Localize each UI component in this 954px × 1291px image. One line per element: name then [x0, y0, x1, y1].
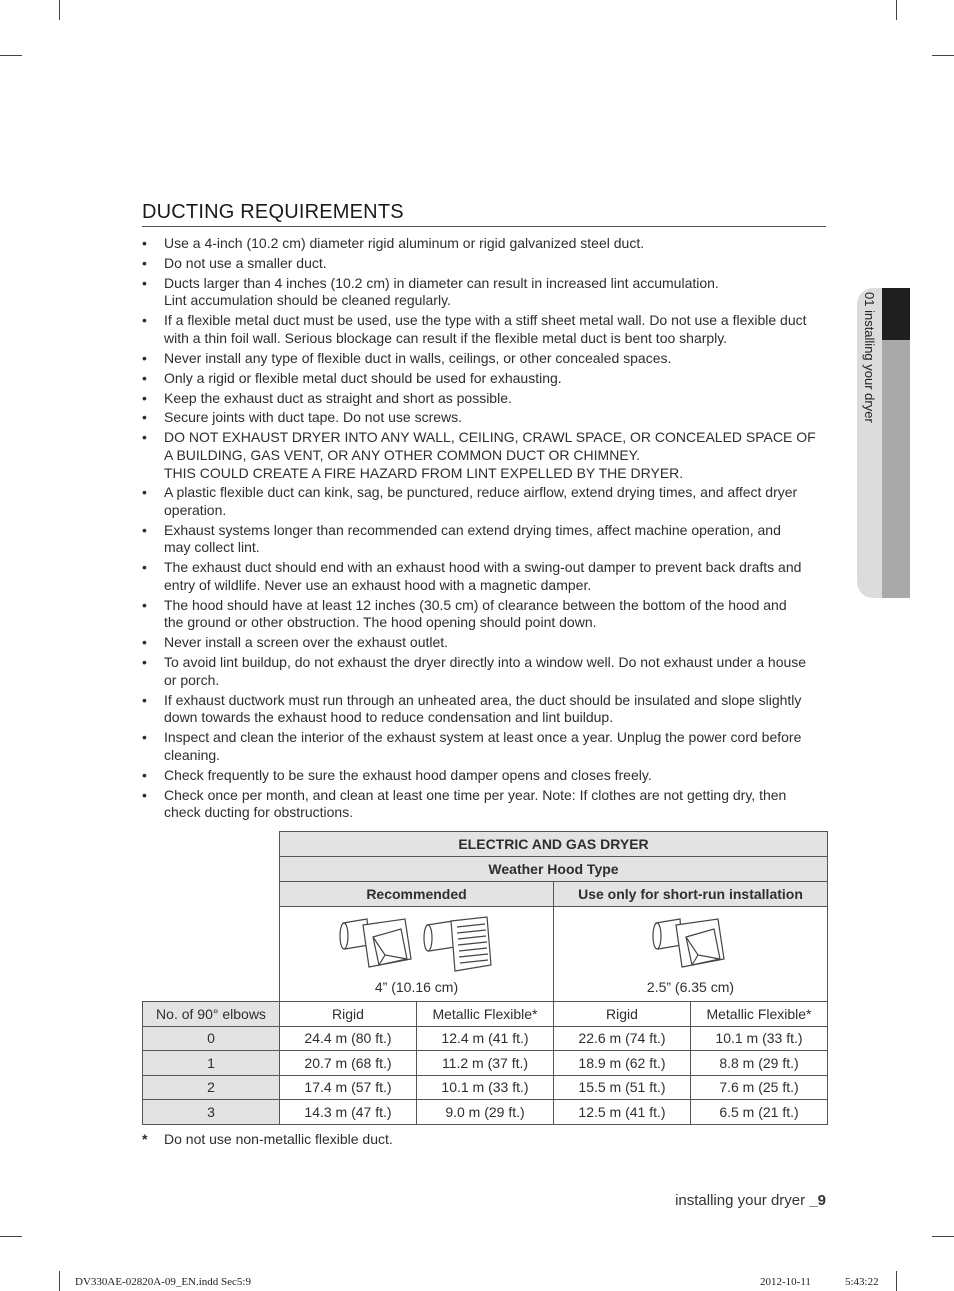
hood-with-damper-icon — [652, 915, 730, 975]
list-item — [142, 559, 826, 594]
list-item-text: check ducting for obstructions. — [164, 804, 354, 821]
table-cell: 6.5 m (21 ft.) — [691, 1100, 828, 1125]
table-row — [143, 1051, 828, 1076]
table-cell: 7.6 m (25 ft.) — [691, 1075, 828, 1100]
footnote-text: Do not use non-metallic flexible duct. — [164, 1131, 393, 1147]
table-cell: 20.7 m (68 ft.) — [280, 1051, 417, 1076]
crop-mark — [0, 1236, 22, 1237]
list-item — [142, 275, 826, 310]
table-header-dryer: ELECTRIC AND GAS DRYER — [280, 832, 828, 857]
list-item — [142, 350, 826, 368]
short-run-hood-illustration — [554, 907, 828, 1002]
crop-mark — [932, 1236, 954, 1237]
crop-mark — [59, 0, 60, 20]
table-cell: 22.6 m (74 ft.) — [554, 1026, 691, 1051]
bullet-dot: • — [142, 312, 147, 329]
print-slug-time: 5:43:22 — [845, 1276, 879, 1288]
list-item-text: DO NOT EXHAUST DRYER INTO ANY WALL, CEILING, CRAWL SPACE, OR CONCEALED SPACE OF — [164, 429, 816, 446]
chapter-side-tab — [857, 288, 910, 598]
requirements-list — [142, 235, 826, 822]
subheader-rigid: Rigid — [280, 1002, 417, 1027]
table-cell: 15.5 m (51 ft.) — [554, 1075, 691, 1100]
list-item-text: Use a 4-inch (10.2 cm) diameter rigid aluminum or rigid galvanized steel duct. — [164, 235, 645, 251]
bullet-dot: • — [142, 235, 147, 251]
page-footer — [675, 1192, 826, 1209]
list-item — [142, 390, 826, 408]
list-item-text: down towards the exhaust hood to reduce condensation and lint buildup. — [164, 709, 614, 726]
elbow-count: 1 — [143, 1051, 280, 1076]
bullet-dot: • — [142, 634, 147, 651]
crop-mark — [896, 0, 897, 20]
table-cell: 9.0 m (29 ft.) — [417, 1100, 554, 1125]
bullet-dot: • — [142, 429, 147, 446]
footnote-mark: * — [142, 1131, 148, 1147]
page-title: DUCTING REQUIREMENTS — [142, 200, 826, 227]
list-item-text: To avoid lint buildup, do not exhaust the dryer directly into a window well. Do not exhaust under a house — [164, 654, 807, 671]
list-item-text: Secure joints with duct tape. Do not use screws. — [164, 409, 463, 426]
list-item-text: cleaning. — [164, 746, 221, 763]
recommended-dimension: 4” (10.16 cm) — [374, 978, 459, 995]
table-header-short-run: Use only for short-run installation — [554, 882, 828, 907]
bullet-dot: • — [142, 654, 147, 671]
elbow-count: 3 — [143, 1100, 280, 1125]
list-item — [142, 729, 826, 764]
list-item — [142, 312, 826, 347]
hood-with-damper-icon — [339, 915, 417, 975]
bullet-dot: • — [142, 729, 147, 746]
list-item-text: The exhaust duct should end with an exhaust hood with a swing-out damper to prevent back drafts and — [164, 559, 802, 576]
bullet-dot: • — [142, 766, 147, 783]
short-run-dimension: 2.5” (6.35 cm) — [646, 978, 735, 995]
list-item-text: Do not use a smaller duct. — [164, 254, 327, 271]
list-item-text: Check frequently to be sure the exhaust hood damper opens and closes freely. — [164, 766, 652, 783]
recommended-hood-illustration — [280, 907, 554, 1002]
table-cell: 17.4 m (57 ft.) — [280, 1075, 417, 1100]
page-number: _9 — [809, 1192, 826, 1209]
list-item — [142, 522, 826, 557]
list-item — [142, 654, 826, 689]
table-row — [143, 1075, 828, 1100]
list-item — [142, 484, 826, 519]
table-cell: 11.2 m (37 ft.) — [417, 1051, 554, 1076]
bullet-dot: • — [142, 389, 147, 406]
table-cell: 10.1 m (33 ft.) — [417, 1075, 554, 1100]
table-cell: 8.8 m (29 ft.) — [691, 1051, 828, 1076]
bullet-dot: • — [142, 691, 147, 708]
table-footnote — [142, 1131, 393, 1147]
bullet-dot: • — [142, 409, 147, 426]
bullet-dot: • — [142, 786, 147, 803]
bullet-dot: • — [142, 349, 147, 366]
side-tab-marker — [882, 288, 910, 340]
list-item-text: THIS COULD CREATE A FIRE HAZARD FROM LINT EXPELLED BY THE DRYER. — [164, 464, 684, 481]
list-item — [142, 634, 826, 652]
list-item-text: Never install a screen over the exhaust outlet. — [164, 634, 449, 651]
list-item-text: the ground or other obstruction. The hood opening should point down. — [164, 614, 597, 631]
list-item-text: Never install any type of flexible duct in walls, ceilings, or other concealed spaces. — [164, 349, 672, 366]
list-item-text: Only a rigid or flexible metal duct should be used for exhausting. — [164, 369, 562, 386]
table-cell: 12.5 m (41 ft.) — [554, 1100, 691, 1125]
list-item-text: Inspect and clean the interior of the exhaust system at least once a year. Unplug the power cord before — [164, 729, 802, 746]
list-item-text: The hood should have at least 12 inches (30.5 cm) of clearance between the bottom of the hood and — [164, 596, 787, 613]
list-item-text: may collect lint. — [164, 539, 260, 556]
list-item — [142, 767, 826, 785]
table-row — [143, 1100, 828, 1125]
table-cell: 14.3 m (47 ft.) — [280, 1100, 417, 1125]
list-item-text: Check once per month, and clean at least one time per year. Note: If clothes are not getting dry, then — [164, 786, 787, 803]
subheader-metallic-flexible: Metallic Flexible* — [417, 1002, 554, 1027]
list-item-text: A BUILDING, GAS VENT, OR ANY OTHER COMMON DUCT OR CHIMNEY. — [164, 446, 641, 463]
table-empty-corner — [143, 832, 280, 857]
list-item-text: If a flexible metal duct must be used, use the type with a stiff sheet metal wall. Do not use a flexible duct — [164, 312, 807, 329]
bullet-dot: • — [142, 596, 147, 613]
list-item-text: Lint accumulation should be cleaned regularly. — [164, 292, 451, 309]
bullet-dot: • — [142, 484, 147, 501]
table-cell: 18.9 m (62 ft.) — [554, 1051, 691, 1076]
crop-mark — [932, 55, 954, 56]
footer-section: installing your dryer — [675, 1192, 806, 1209]
list-item — [142, 409, 826, 427]
list-item — [142, 787, 826, 822]
side-tab-bar — [882, 340, 910, 598]
list-item-text: or porch. — [164, 671, 220, 688]
bullet-dot: • — [142, 369, 147, 386]
table-cell: 10.1 m (33 ft.) — [691, 1026, 828, 1051]
list-item-text: If exhaust ductwork must run through an unheated area, the duct should be insulated and slope slightly — [164, 691, 802, 708]
print-slug-date: 2012-10-11 — [760, 1276, 811, 1288]
list-item — [142, 370, 826, 388]
list-item-text: entry of wildlife. Never use an exhaust hood with a magnetic damper. — [164, 576, 592, 593]
bullet-dot: • — [142, 274, 147, 291]
list-item — [142, 692, 826, 727]
list-item — [142, 255, 826, 273]
crop-mark — [896, 1271, 897, 1291]
subheader-metallic-flexible: Metallic Flexible* — [691, 1002, 828, 1027]
subheader-rigid: Rigid — [554, 1002, 691, 1027]
list-item-text: with a thin foil wall. Serious blockage can result if the flexible metal duct is bent too sharply. — [164, 329, 728, 346]
elbow-count: 2 — [143, 1075, 280, 1100]
bullet-dot: • — [142, 254, 147, 271]
subheader-elbows: No. of 90° elbows — [143, 1002, 280, 1027]
table-cell: 12.4 m (41 ft.) — [417, 1026, 554, 1051]
ducting-table — [142, 831, 828, 1125]
side-tab-label: 01 installing your dryer — [862, 292, 877, 423]
list-item — [142, 597, 826, 632]
list-item-text: Ducts larger than 4 inches (10.2 cm) in diameter can result in increased lint accumulation. — [164, 274, 719, 291]
louvered-hood-icon — [423, 915, 495, 975]
elbow-count: 0 — [143, 1026, 280, 1051]
table-header-recommended: Recommended — [280, 882, 554, 907]
list-item — [142, 429, 826, 482]
bullet-dot: • — [142, 559, 147, 576]
list-item-text: A plastic flexible duct can kink, sag, be punctured, reduce airflow, extend drying times, and affect dryer — [164, 484, 798, 501]
list-item — [142, 235, 826, 253]
print-slug-file: DV330AE-02820A-09_EN.indd Sec5:9 — [75, 1276, 251, 1288]
table-header-hood-type: Weather Hood Type — [280, 857, 828, 882]
table-cell: 24.4 m (80 ft.) — [280, 1026, 417, 1051]
main-content — [142, 200, 826, 824]
list-item-text: operation. — [164, 501, 227, 518]
crop-mark — [59, 1271, 60, 1291]
table-row — [143, 1026, 828, 1051]
bullet-dot: • — [142, 521, 147, 538]
list-item-text: Exhaust systems longer than recommended can extend drying times, affect machine operation, and — [164, 521, 781, 538]
crop-mark — [0, 55, 22, 56]
list-item-text: Keep the exhaust duct as straight and short as possible. — [164, 389, 512, 406]
